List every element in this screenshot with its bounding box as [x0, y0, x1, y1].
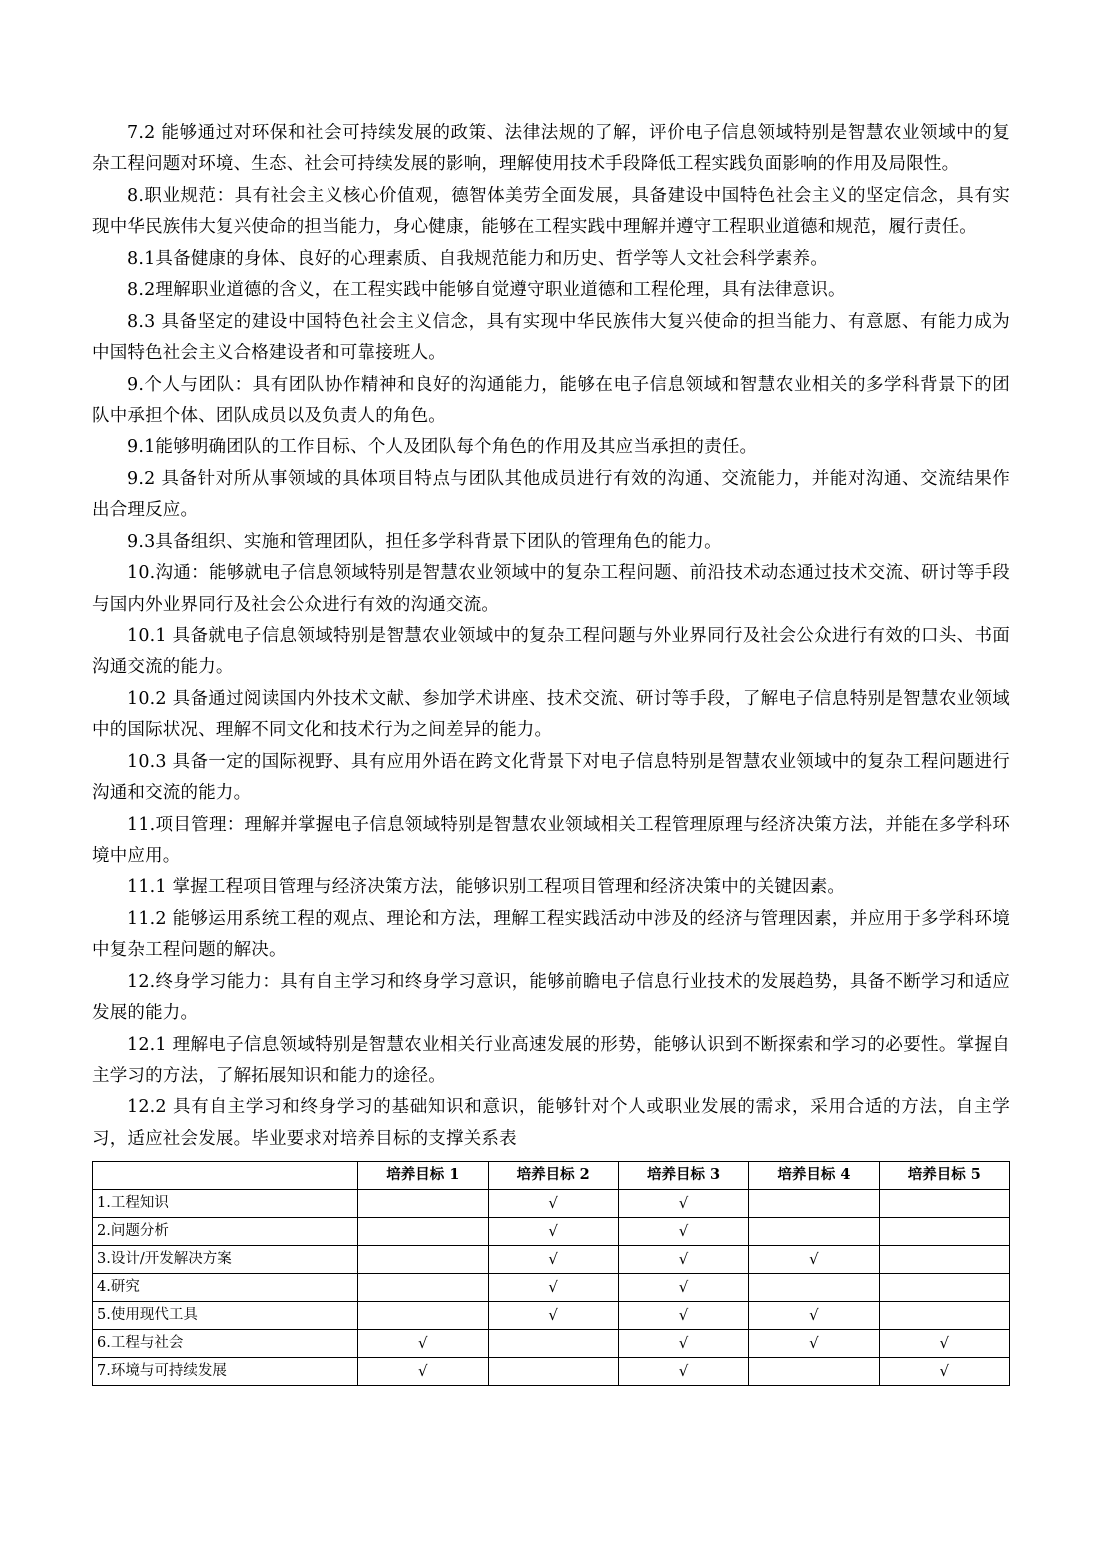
table-cell: √ [358, 1329, 488, 1357]
paragraph: 9.个人与团队：具有团队协作精神和良好的沟通能力，能够在电子信息领域和智慧农业相关的多学科背景下的团队中承担个体、团队成员以及负责人的角色。 [92, 374, 1010, 426]
table-row-label: 7.环境与可持续发展 [93, 1357, 358, 1385]
table-body [93, 1189, 1010, 1385]
table-col-header: 培养目标 3 [618, 1161, 748, 1189]
table-row [93, 1217, 1010, 1245]
table-cell: √ [618, 1329, 748, 1357]
table-cell: √ [749, 1329, 879, 1357]
table-row-label: 3.设计/开发解决方案 [93, 1245, 358, 1273]
table-header [93, 1161, 1010, 1189]
table-cell: √ [618, 1273, 748, 1301]
support-relationship-table [92, 1161, 1010, 1386]
table-cell: √ [618, 1189, 748, 1217]
support-table-wrapper [92, 1161, 1010, 1386]
table-row-label: 6.工程与社会 [93, 1329, 358, 1357]
table-cell [488, 1357, 618, 1385]
table-cell: √ [618, 1357, 748, 1385]
paragraph: 11.1 掌握工程项目管理与经济决策方法，能够识别工程项目管理和经济决策中的关键因素。 [127, 877, 846, 898]
paragraph: 10.沟通：能够就电子信息领域特别是智慧农业领域中的复杂工程问题、前沿技术动态通过技术交流、研讨等手段与国内外业界同行及社会公众进行有效的沟通交流。 [92, 563, 1010, 615]
table-corner-cell [93, 1161, 358, 1189]
table-row [93, 1357, 1010, 1385]
paragraph: 8.2理解职业道德的含义，在工程实践中能够自觉遵守职业道德和工程伦理，具有法律意识。 [127, 280, 846, 301]
table-row-label: 4.研究 [93, 1273, 358, 1301]
table-cell: √ [749, 1301, 879, 1329]
table-cell [879, 1301, 1009, 1329]
table-cell [358, 1217, 488, 1245]
table-cell [488, 1329, 618, 1357]
table-cell [879, 1273, 1009, 1301]
table-cell: √ [488, 1189, 618, 1217]
table-cell: √ [749, 1245, 879, 1273]
paragraph: 7.2 能够通过对环保和社会可持续发展的政策、法律法规的了解，评价电子信息领域特别是智慧农业领域中的复杂工程问题对环境、生态、社会可持续发展的影响，理解使用技术手段降低工程实践负面影响的作用及局限性。 [92, 123, 1010, 175]
table-cell: √ [618, 1301, 748, 1329]
paragraph: 12.1 理解电子信息领域特别是智慧农业相关行业高速发展的形势，能够认识到不断探索和学习的必要性。掌握自主学习的方法，了解拓展知识和能力的途径。 [92, 1034, 1010, 1086]
paragraph: 9.3具备组织、实施和管理团队，担任多学科背景下团队的管理角色的能力。 [127, 531, 722, 552]
table-cell: √ [879, 1329, 1009, 1357]
table-cell: √ [618, 1217, 748, 1245]
table-cell [358, 1273, 488, 1301]
table-row [93, 1245, 1010, 1273]
table-cell: √ [358, 1357, 488, 1385]
table-cell [749, 1273, 879, 1301]
document-body [92, 118, 1010, 1155]
table-cell: √ [488, 1301, 618, 1329]
table-row [93, 1273, 1010, 1301]
paragraph: 10.2 具备通过阅读国内外技术文献、参加学术讲座、技术交流、研讨等手段，了解电子信息特别是智慧农业领域中的国际状况、理解不同文化和技术行为之间差异的能力。 [92, 689, 1010, 741]
paragraph: 11.2 能够运用系统工程的观点、理论和方法，理解工程实践活动中涉及的经济与管理因素，并应用于多学科环境中复杂工程问题的解决。 [92, 909, 1010, 961]
table-col-header: 培养目标 2 [488, 1161, 618, 1189]
table-cell [749, 1357, 879, 1385]
table-row [93, 1189, 1010, 1217]
table-row-label: 2.问题分析 [93, 1217, 358, 1245]
table-row-label: 1.工程知识 [93, 1189, 358, 1217]
paragraph: 12.2 具有自主学习和终身学习的基础知识和意识，能够针对个人或职业发展的需求，采用合适的方法，自主学习，适应社会发展。毕业要求对培养目标的支撑关系表 [92, 1097, 1010, 1149]
table-cell [879, 1245, 1009, 1273]
paragraph: 12.终身学习能力：具有自主学习和终身学习意识，能够前瞻电子信息行业技术的发展趋势，具备不断学习和适应发展的能力。 [92, 971, 1010, 1023]
table-cell [358, 1189, 488, 1217]
table-cell [358, 1245, 488, 1273]
table-row [93, 1301, 1010, 1329]
table-row-label: 5.使用现代工具 [93, 1301, 358, 1329]
paragraph: 9.1能够明确团队的工作目标、个人及团队每个角色的作用及其应当承担的责任。 [127, 437, 758, 458]
table-row [93, 1329, 1010, 1357]
paragraph: 8.职业规范：具有社会主义核心价值观，德智体美劳全面发展，具备建设中国特色社会主义的坚定信念，具有实现中华民族伟大复兴使命的担当能力，身心健康，能够在工程实践中理解并遵守工程职业道德和规范，履行责任。 [92, 185, 1010, 237]
table-cell [879, 1217, 1009, 1245]
table-cell [879, 1189, 1009, 1217]
table-col-header: 培养目标 4 [749, 1161, 879, 1189]
table-cell: √ [618, 1245, 748, 1273]
table-cell [358, 1301, 488, 1329]
paragraph: 8.1具备健康的身体、良好的心理素质、自我规范能力和历史、哲学等人文社会科学素养。 [127, 248, 829, 269]
table-col-header: 培养目标 1 [358, 1161, 488, 1189]
table-col-header: 培养目标 5 [879, 1161, 1009, 1189]
paragraph: 9.2 具备针对所从事领域的具体项目特点与团队其他成员进行有效的沟通、交流能力，并能对沟通、交流结果作出合理反应。 [92, 469, 1010, 521]
table-cell: √ [488, 1273, 618, 1301]
table-cell [749, 1217, 879, 1245]
paragraph: 8.3 具备坚定的建设中国特色社会主义信念，具有实现中华民族伟大复兴使命的担当能力、有意愿、有能力成为中国特色社会主义合格建设者和可靠接班人。 [92, 311, 1010, 363]
paragraph: 10.3 具备一定的国际视野、具有应用外语在跨文化背景下对电子信息特别是智慧农业领域中的复杂工程问题进行沟通和交流的能力。 [92, 751, 1010, 803]
table-cell [749, 1189, 879, 1217]
table-cell: √ [488, 1245, 618, 1273]
paragraph: 11.项目管理：理解并掌握电子信息领域特别是智慧农业领域相关工程管理原理与经济决策方法，并能在多学科环境中应用。 [92, 814, 1010, 866]
table-cell: √ [488, 1217, 618, 1245]
table-header-row [93, 1161, 1010, 1189]
table-cell: √ [879, 1357, 1009, 1385]
paragraph: 10.1 具备就电子信息领域特别是智慧农业领域中的复杂工程问题与外业界同行及社会公众进行有效的口头、书面沟通交流的能力。 [92, 626, 1010, 678]
